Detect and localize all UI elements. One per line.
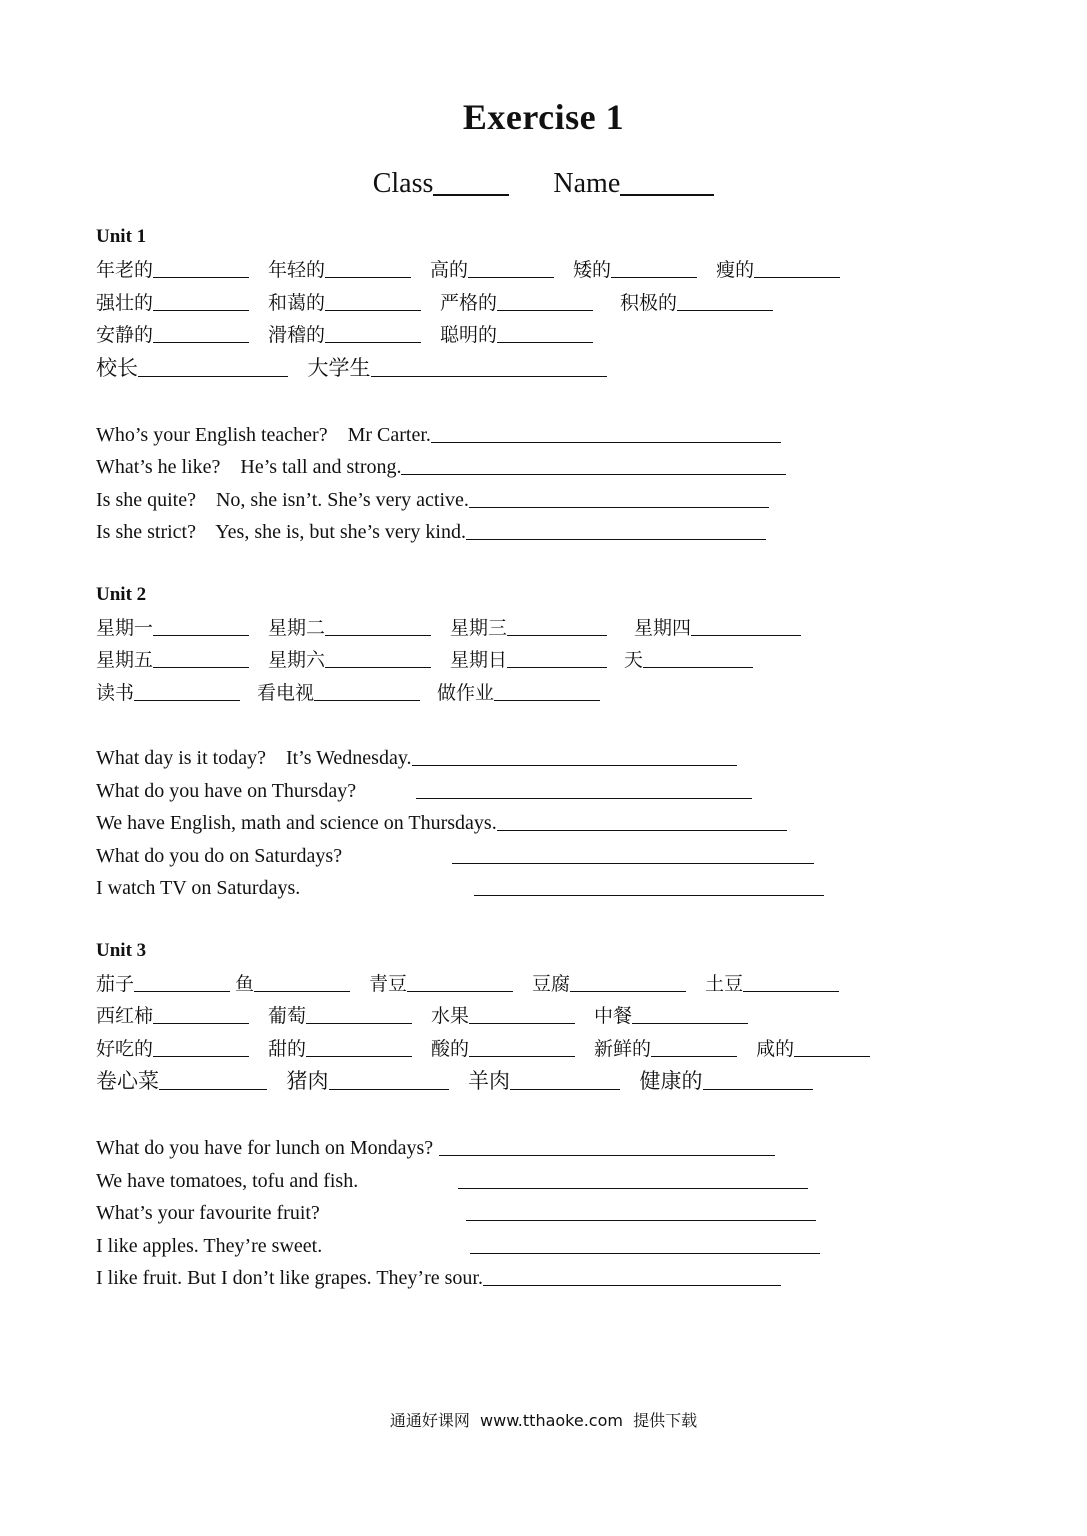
vocab-word: 强壮的 [96, 291, 154, 314]
answer-blank[interactable] [469, 487, 769, 508]
answer-blank[interactable] [651, 1036, 737, 1057]
sentence-text: What day is it today? It’s Wednesday. [96, 747, 412, 769]
vocab-word: 中餐 [594, 1005, 633, 1027]
answer-blank[interactable] [306, 1036, 412, 1057]
answer-blank[interactable] [691, 615, 801, 636]
answer-blank[interactable] [314, 680, 420, 701]
answer-blank[interactable] [469, 1036, 575, 1057]
vocab-word: 西红柿 [96, 1005, 154, 1027]
answer-blank[interactable] [159, 1069, 267, 1090]
sentence-text: I like apples. They’re sweet. [96, 1234, 323, 1257]
vocab-word: 好吃的 [96, 1037, 154, 1060]
answer-blank[interactable] [407, 971, 513, 992]
vocab-word: 青豆 [369, 972, 408, 995]
answer-blank[interactable] [468, 257, 554, 278]
class-field[interactable] [433, 170, 509, 196]
answer-blank[interactable] [325, 290, 421, 311]
vocab-word: 瘦的 [716, 259, 755, 281]
vocab-word: 星期四 [634, 616, 692, 639]
answer-blank[interactable] [153, 290, 249, 311]
answer-blank[interactable] [497, 810, 787, 831]
sentence-text: What’s your favourite fruit? [96, 1202, 320, 1224]
sentence-text: What’s he like? He’s tall and strong. [96, 456, 402, 478]
sentence-text: What do you do on Saturdays? [96, 844, 343, 867]
sentence-row [96, 451, 976, 484]
footer-source: 通通好课网 www.tthaoke.com 提供下载 [389, 1411, 698, 1430]
worksheet-title: Exercise 1 [462, 97, 625, 137]
vocab-word: 矮的 [573, 259, 612, 281]
vocab-word: 猪肉 [286, 1069, 329, 1093]
sentence-row [96, 1262, 976, 1295]
vocab-word: 年轻的 [268, 259, 326, 281]
vocab-row [96, 968, 976, 1001]
answer-blank[interactable] [439, 1135, 775, 1156]
vocab-word: 做作业 [437, 681, 495, 704]
sentence-row [96, 1132, 976, 1165]
answer-blank[interactable] [469, 1003, 575, 1024]
answer-blank[interactable] [466, 1200, 816, 1221]
answer-blank[interactable] [401, 454, 786, 475]
answer-blank[interactable] [134, 971, 230, 992]
answer-blank[interactable] [325, 615, 431, 636]
answer-blank[interactable] [134, 680, 240, 701]
answer-blank[interactable] [497, 322, 593, 343]
vocab-word: 和蔼的 [268, 291, 326, 314]
vocab-word: 积极的 [620, 291, 678, 314]
unit-1-heading: Unit 1 [96, 226, 147, 247]
sentence-row [96, 775, 976, 808]
vocab-word: 星期五 [96, 649, 154, 671]
vocab-word: 看电视 [257, 681, 315, 704]
sentence-text: What do you have on Thursday? [96, 779, 357, 802]
answer-blank[interactable] [474, 875, 824, 896]
sentence-text: I watch TV on Saturdays. [96, 877, 301, 899]
vocab-word: 年老的 [96, 259, 154, 281]
vocab-word: 健康的 [639, 1069, 703, 1093]
answer-blank[interactable] [483, 1265, 781, 1286]
sentence-row [96, 1230, 976, 1263]
answer-blank[interactable] [507, 615, 607, 636]
answer-blank[interactable] [138, 356, 288, 377]
vocab-word: 羊肉 [468, 1069, 510, 1093]
vocab-word: 读书 [96, 681, 135, 704]
vocab-word: 星期一 [96, 616, 154, 639]
unit-3-heading: Unit 3 [96, 939, 147, 961]
answer-blank[interactable] [703, 1069, 813, 1090]
answer-blank[interactable] [510, 1069, 620, 1090]
vocab-row [96, 644, 976, 677]
answer-blank[interactable] [325, 647, 431, 668]
vocab-word: 星期二 [268, 616, 326, 639]
answer-blank[interactable] [416, 778, 752, 799]
vocab-word: 聪明的 [440, 324, 498, 346]
vocab-row [96, 287, 976, 320]
vocab-word: 酸的 [431, 1037, 470, 1060]
vocab-word: 高的 [430, 259, 469, 281]
sentence-text: Is she quite? No, she isn’t. She’s very active. [96, 488, 469, 511]
unit-2-heading: Unit 2 [96, 583, 147, 605]
sentence-row [96, 1197, 976, 1230]
answer-blank[interactable] [570, 971, 686, 992]
vocab-word: 天 [624, 649, 644, 671]
sentence-row [96, 807, 976, 840]
class-name-line [0, 168, 1087, 200]
answer-blank[interactable] [153, 615, 249, 636]
vocab-row [96, 254, 976, 287]
answer-blank[interactable] [632, 1003, 748, 1024]
vocab-word: 咸的 [756, 1037, 795, 1060]
name-label: Name [553, 168, 621, 199]
answer-blank[interactable] [794, 1036, 870, 1057]
vocab-word: 土豆 [705, 972, 744, 995]
answer-blank[interactable] [153, 322, 249, 343]
vocab-row [96, 352, 976, 386]
answer-blank[interactable] [458, 1168, 808, 1189]
sentence-text: What do you have for lunch on Mondays? [96, 1137, 434, 1159]
answer-blank[interactable] [466, 519, 766, 540]
answer-blank[interactable] [153, 647, 249, 668]
vocab-row [96, 677, 976, 710]
name-field[interactable] [620, 170, 714, 196]
sentence-row [96, 419, 976, 452]
vocab-word: 滑稽的 [268, 324, 326, 346]
vocab-word: 甜的 [268, 1037, 307, 1060]
vocab-word: 安静的 [96, 324, 154, 346]
answer-blank[interactable] [643, 647, 753, 668]
answer-blank[interactable] [497, 290, 593, 311]
answer-blank[interactable] [306, 1003, 412, 1024]
sentence-row [96, 516, 976, 549]
answer-blank[interactable] [677, 290, 773, 311]
sentence-row [96, 742, 976, 775]
class-label: Class [372, 168, 434, 199]
answer-blank[interactable] [611, 257, 697, 278]
answer-blank[interactable] [431, 422, 781, 443]
answer-blank[interactable] [412, 745, 737, 766]
answer-blank[interactable] [743, 971, 839, 992]
vocab-word: 卷心菜 [96, 1069, 159, 1093]
sentence-row [96, 1165, 976, 1198]
answer-blank[interactable] [507, 647, 607, 668]
vocab-word: 豆腐 [532, 972, 571, 995]
vocab-word: 鱼 [235, 972, 255, 995]
answer-blank[interactable] [371, 356, 607, 377]
vocab-word: 星期六 [268, 649, 326, 671]
vocab-row [96, 319, 976, 352]
vocab-word: 大学生 [307, 355, 371, 380]
answer-blank[interactable] [325, 257, 411, 278]
vocab-row [96, 1000, 976, 1033]
vocab-row [96, 1033, 976, 1066]
answer-blank[interactable] [470, 1233, 820, 1254]
sentence-text: We have tomatoes, tofu and fish. [96, 1169, 359, 1192]
vocab-word: 严格的 [440, 291, 498, 314]
sentence-text: I like fruit. But I don’t like grapes. They’re sour. [96, 1267, 483, 1289]
vocab-word: 水果 [431, 1005, 470, 1027]
vocab-word: 茄子 [96, 972, 135, 995]
vocab-word: 校长 [96, 355, 138, 380]
answer-blank[interactable] [754, 257, 840, 278]
sentence-text: We have English, math and science on Thursdays. [96, 812, 497, 834]
worksheet-body [96, 224, 976, 1295]
vocab-word: 星期日 [450, 649, 508, 671]
answer-blank[interactable] [325, 322, 421, 343]
vocab-row [96, 612, 976, 645]
sentence-text: Is she strict? Yes, she is, but she’s very kind. [96, 521, 466, 543]
answer-blank[interactable] [494, 680, 600, 701]
answer-blank[interactable] [153, 1036, 249, 1057]
answer-blank[interactable] [452, 843, 814, 864]
answer-blank[interactable] [153, 1003, 249, 1024]
answer-blank[interactable] [153, 257, 249, 278]
sentence-text: Who’s your English teacher? Mr Carter. [96, 423, 431, 446]
vocab-row [96, 1065, 976, 1099]
sentence-row [96, 872, 976, 905]
vocab-word: 星期三 [450, 616, 508, 639]
answer-blank[interactable] [329, 1069, 449, 1090]
sentence-row [96, 840, 976, 873]
vocab-word: 新鲜的 [594, 1037, 652, 1060]
sentence-row [96, 484, 976, 517]
answer-blank[interactable] [254, 971, 350, 992]
vocab-word: 葡萄 [268, 1005, 307, 1027]
